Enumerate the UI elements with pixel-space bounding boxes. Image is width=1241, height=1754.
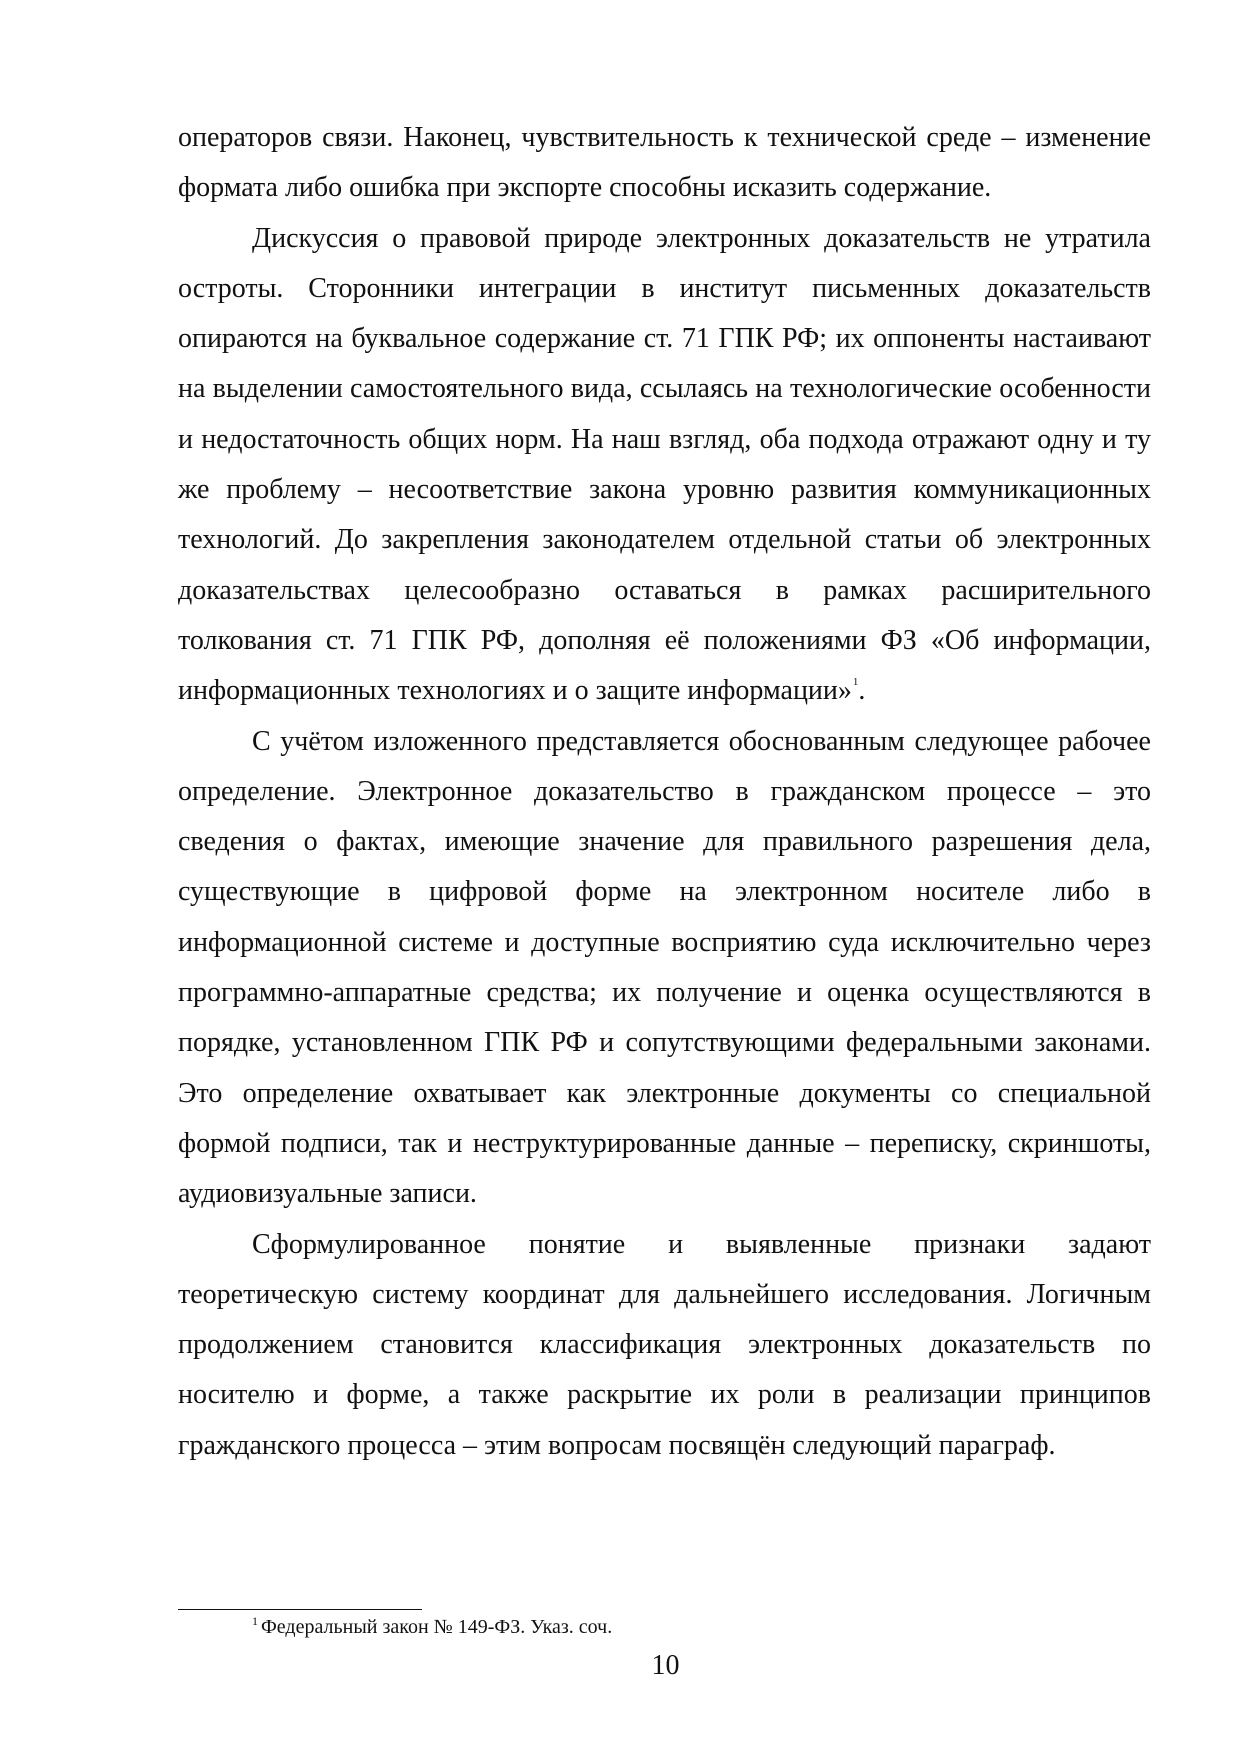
page-number: 10 [651, 1650, 680, 1681]
paragraph-definition: С учётом изложенного представляется обоснованным следующее рабочее определение. Электронное доказательство в гражданском процессе – это сведения о фактах, имеющие значение для правильного разрешения дела, существующие в цифровой форме на электронном носителе либо в информационной системе и доступные восприятию суда исключительно через программно-аппаратные средства; их получение и оценка осуществляются в порядке, установленном ГПК РФ и сопутствующими федеральными законами. Это определение охватывает как электронные документы со специальной формой подписи, так и неструктурированные данные – переписку, скриншоты, аудиовизуальные записи. [178, 725, 1151, 1210]
footnote-number: 1 [252, 1614, 258, 1628]
body-text [178, 113, 1151, 1471]
paragraph-discussion [178, 214, 1151, 717]
paragraph-discussion-end: . [858, 675, 866, 707]
footnote-divider [178, 1609, 422, 1610]
paragraph-conclusion: Сформулированное понятие и выявленные признаки задают теоретическую систему координат для дальнейшего исследования. Логичным продолжением становится классификация электронных доказательств по носителю и форме, а также раскрытие их роли в реализации принципов гражданского процесса – этим вопросам посвящён следующий параграф. [178, 1228, 1151, 1461]
footnote [252, 1613, 612, 1643]
footnote-reference: 1 [852, 676, 859, 689]
footnote-text: Федеральный закон № 149-ФЗ. Указ. соч. [261, 1616, 613, 1638]
paragraph-discussion-text: Дискуссия о правовой природе электронных доказательств не утратила остроты. Сторонники интеграции в институт письменных доказательств опираются на буквальное содержание ст. 71 ГПК РФ; их оппоненты настаивают на выделении самостоятельного вида, ссылаясь на технологические особенности и недостаточность общих норм. На наш взгляд, оба подхода отражают одну и ту же проблему – несоответствие закона уровню развития коммуникационных технологий. До закрепления законодателем отдельной статьи об электронных доказательствах целесообразно оставаться в рамках расширительного толкования ст. 71 ГПК РФ, дополняя её положениями ФЗ «Об информации, информационных технологиях и о защите информации» [178, 222, 1151, 707]
paragraph-continuation: операторов связи. Наконец, чувствительность к технической среде – изменение формата либо ошибка при экспорте способны исказить содержание. [178, 122, 1151, 204]
